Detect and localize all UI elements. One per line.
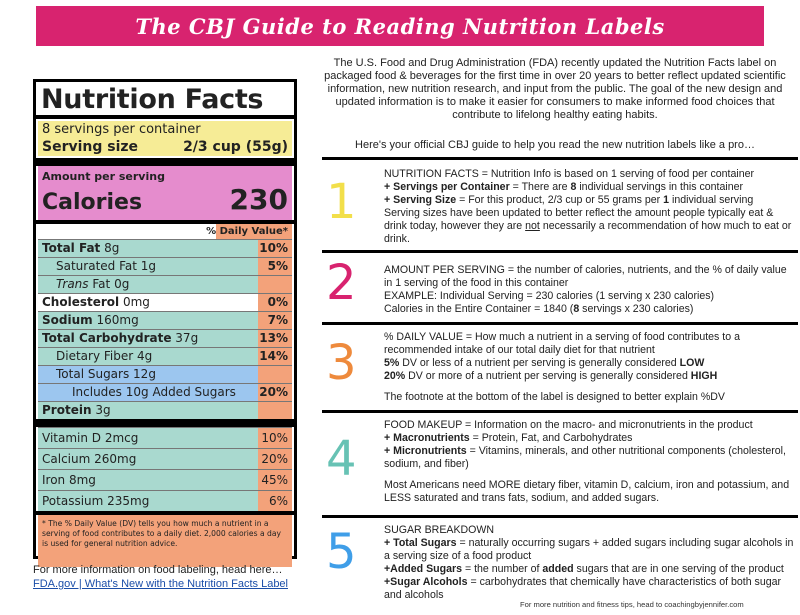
section-number: 4 [326, 431, 357, 487]
table-row: Sodium 160mg 7% [38, 311, 292, 329]
more-info-text: For more information on food labeling, head here… [33, 564, 283, 576]
calories-block [38, 166, 292, 220]
nutrition-facts-label [33, 79, 297, 559]
table-row: Total Sugars 12g [38, 365, 292, 383]
table-row: Saturated Fat 1g 5% [38, 257, 292, 275]
section-4: 4 FOOD MAKEUP = Information on the macro- and micronutrients in the product + Macronutrients = Protein, Fat, and Carbohydrates + Micronutrients = Vitamins, minerals, and other nutritional components (cholesterol, sodium, and fiber) Most Americans need MORE dietary fiber, vitamin D, calcium, iron and potassium, and LESS saturated and trans fats, sodium, and added sugars. [322, 410, 798, 516]
table-row: Total Fat 8g 10% [38, 239, 292, 257]
section-number: 3 [326, 335, 357, 391]
banner-title: The CBJ Guide to Reading Nutrition Labels [135, 13, 665, 39]
tagline: Here's your official CBJ guide to help you read the new nutrition labels like a pro… [355, 139, 755, 151]
title-banner [36, 6, 764, 46]
table-row: Dietary Fiber 4g 14% [38, 347, 292, 365]
more-info [33, 563, 288, 591]
servings-per-container: 8 servings per container [42, 122, 201, 137]
section-2: 2 AMOUNT PER SERVING = the number of calories, nutrients, and the % of daily value in 1 serving of the food in this container EXAMPLE: Individual Serving = 230 calories (1 serving x 230 calories) Calories in the Entire Container = 1840 (8 servings x 230 calories) [322, 250, 798, 320]
section-3: 3 % DAILY VALUE = How much a nutrient in a serving of food contributes to a recommended intake of our total daily diet for that nutrient 5% DV or less of a nutrient per serving is generally considered LOW 20% DV or more of a nutrient per serving is generally considered HIGH The footnote at the bottom of the label is designed to better explain %DV [322, 322, 798, 410]
table-row: Includes 10g Added Sugars 20% [38, 383, 292, 401]
section-number: 5 [326, 524, 357, 580]
table-row: Protein 3g [38, 401, 292, 419]
table-row: Total Carbohydrate 37g 13% [38, 329, 292, 347]
section-number: 2 [326, 255, 357, 311]
credit-footer: For more nutrition and fitness tips, head to coachingbyjennifer.com [520, 600, 744, 609]
section-5: 5 SUGAR BREAKDOWN + Total Sugars = naturally occurring sugars + added sugars including sugar alcohols in a serving size of a food product +Added Sugars = the number of added sugars that are in one serving of the product +Sugar Alcohols = carbohydrates that chemically have characteristics of both sugar and alcohols [322, 515, 798, 600]
serving-block [38, 121, 292, 156]
table-row: Trans Fat 0g [38, 275, 292, 293]
daily-value-header: % Daily Value* [38, 224, 292, 239]
calories-value: 230 [229, 183, 288, 216]
section-number: 1 [326, 174, 357, 230]
table-row: Iron 8mg 45% [38, 469, 292, 490]
label-footnote: * The % Daily Value (DV) tells you how much a nutrient in a serving of food contributes to a daily diet. 2,000 calories a day is used for general nutrition advice. [38, 515, 292, 567]
table-row: Potassium 235mg 6% [38, 490, 292, 511]
intro-paragraph: The U.S. Food and Drug Administration (FDA) recently updated the Nutrition Facts label on packaged food & beverages for the first time in over 20 years to better reflect updated scientific information, new nutrition research, and input from the public. The goal of the new design and updated information is to make it easier for consumers to make informed food choices that contribute to lifelong healthy eating habits. [324, 57, 786, 121]
table-row: Cholesterol 0mg 0% [38, 293, 292, 311]
serving-size: Serving size 2/3 cup (55g) [42, 139, 288, 155]
vitamin-rows [38, 427, 292, 511]
nutrient-rows [38, 239, 292, 419]
label-title: Nutrition Facts [41, 84, 264, 115]
amount-per-serving: Amount per serving [42, 170, 165, 183]
table-row: Calcium 260mg 20% [38, 448, 292, 469]
fda-link[interactable]: FDA.gov | What's New with the Nutrition Facts Label [33, 578, 288, 590]
table-row: Vitamin D 2mcg 10% [38, 427, 292, 448]
calories-label: Calories [42, 190, 143, 215]
section-1: 1 NUTRITION FACTS = Nutrition Info is based on 1 serving of food per container + Servings per Container = There are 8 individual servings in this container + Serving Size = For this product, 2/3 cup or 55 grams per 1 individual serving Serving sizes have been updated to better reflect the amount people typically eat & drink today, however they are not necessarily a recommendation of how much to eat or drink. [322, 157, 798, 247]
